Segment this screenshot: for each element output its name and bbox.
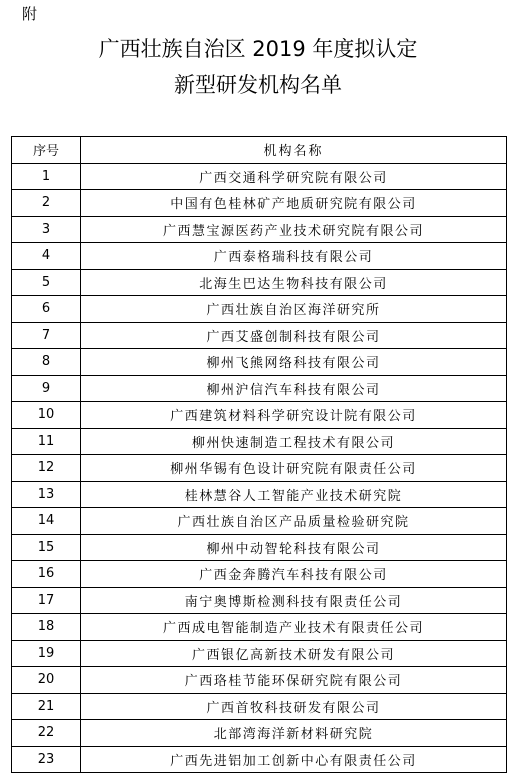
table-row — [12, 534, 507, 561]
table-header-row — [12, 137, 507, 164]
row-index: 16 — [12, 561, 81, 588]
row-name: 广西先进铝加工创新中心有限责任公司 — [81, 746, 507, 773]
row-index: 3 — [12, 216, 81, 243]
row-name: 广西珞桂节能环保研究院有限公司 — [81, 667, 507, 694]
table-row — [12, 455, 507, 482]
row-index: 10 — [12, 402, 81, 429]
table-row — [12, 243, 507, 270]
row-name: 广西建筑材料科学研究设计院有限公司 — [81, 402, 507, 429]
row-name: 柳州飞熊网络科技有限公司 — [81, 349, 507, 376]
row-name: 北部湾海洋新材料研究院 — [81, 720, 507, 747]
row-index: 21 — [12, 693, 81, 720]
table-row — [12, 349, 507, 376]
table-row — [12, 375, 507, 402]
document-title-line-1: 广西壮族自治区 2019 年度拟认定 — [98, 37, 418, 61]
header-index: 序号 — [12, 137, 81, 164]
row-name: 柳州华锡有色设计研究院有限责任公司 — [81, 455, 507, 482]
table-row — [12, 561, 507, 588]
table-row — [12, 322, 507, 349]
row-index: 13 — [12, 481, 81, 508]
row-index: 14 — [12, 508, 81, 535]
table-row — [12, 720, 507, 747]
table-row — [12, 746, 507, 773]
row-index: 17 — [12, 587, 81, 614]
table-row — [12, 587, 507, 614]
row-index: 4 — [12, 243, 81, 270]
row-index: 7 — [12, 322, 81, 349]
row-name: 南宁奥博斯检测科技有限责任公司 — [81, 587, 507, 614]
row-index: 1 — [12, 163, 81, 190]
row-name: 广西首牧科技研发有限公司 — [81, 693, 507, 720]
row-name: 桂林慧谷人工智能产业技术研究院 — [81, 481, 507, 508]
table-row — [12, 402, 507, 429]
table-row — [12, 481, 507, 508]
table-row — [12, 163, 507, 190]
table-row — [12, 508, 507, 535]
table-row — [12, 428, 507, 455]
row-index: 23 — [12, 746, 81, 773]
row-name: 柳州快速制造工程技术有限公司 — [81, 428, 507, 455]
row-name: 北海生巴达生物科技有限公司 — [81, 269, 507, 296]
document-title-line-2: 新型研发机构名单 — [174, 73, 342, 97]
table-row — [12, 640, 507, 667]
table-row — [12, 693, 507, 720]
row-name: 广西金奔腾汽车科技有限公司 — [81, 561, 507, 588]
row-name: 广西泰格瑞科技有限公司 — [81, 243, 507, 270]
row-index: 18 — [12, 614, 81, 641]
row-name: 柳州中动智轮科技有限公司 — [81, 534, 507, 561]
row-name: 广西壮族自治区海洋研究所 — [81, 296, 507, 323]
table-body — [12, 163, 507, 773]
table-row — [12, 296, 507, 323]
row-index: 12 — [12, 455, 81, 482]
row-index: 15 — [12, 534, 81, 561]
row-name: 柳州沪信汽车科技有限公司 — [81, 375, 507, 402]
row-name: 广西壮族自治区产品质量检验研究院 — [81, 508, 507, 535]
row-name: 广西交通科学研究院有限公司 — [81, 163, 507, 190]
table-row — [12, 614, 507, 641]
row-index: 8 — [12, 349, 81, 376]
row-name: 广西慧宝源医药产业技术研究院有限公司 — [81, 216, 507, 243]
table-row — [12, 667, 507, 694]
header-name: 机构名称 — [81, 137, 507, 164]
institution-table — [11, 136, 507, 773]
row-index: 6 — [12, 296, 81, 323]
row-index: 19 — [12, 640, 81, 667]
row-index: 5 — [12, 269, 81, 296]
row-name: 广西成电智能制造产业技术有限责任公司 — [81, 614, 507, 641]
row-index: 2 — [12, 190, 81, 217]
table-row — [12, 269, 507, 296]
table-row — [12, 216, 507, 243]
row-index: 9 — [12, 375, 81, 402]
attachment-label: 附 — [22, 5, 38, 23]
row-index: 20 — [12, 667, 81, 694]
row-index: 11 — [12, 428, 81, 455]
row-index: 22 — [12, 720, 81, 747]
row-name: 中国有色桂林矿产地质研究院有限公司 — [81, 190, 507, 217]
table-row — [12, 190, 507, 217]
row-name: 广西银亿高新技术研发有限公司 — [81, 640, 507, 667]
row-name: 广西艾盛创制科技有限公司 — [81, 322, 507, 349]
